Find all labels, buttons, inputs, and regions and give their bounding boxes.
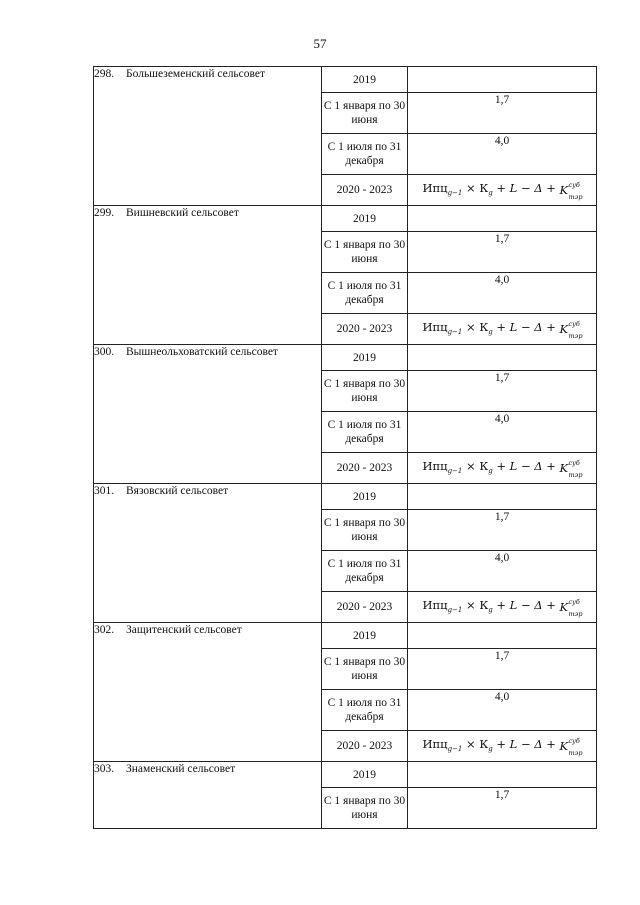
period-cell: С 1 июля по 31 декабря (322, 273, 408, 314)
formula-kterm-subscript: тэр (568, 609, 583, 618)
value-cell (408, 67, 597, 93)
table-row (94, 623, 597, 649)
settlement-number: 300. (94, 346, 115, 358)
formula-kterm-subscript: тэр (568, 470, 583, 479)
period-cell: С 1 июля по 31 декабря (322, 412, 408, 453)
formula-times: × К (462, 458, 489, 473)
year-cell: 2019 (322, 345, 408, 371)
table-row (94, 206, 597, 232)
formula-kterm-letter: K (559, 460, 569, 475)
formula-base: Ипц (422, 319, 448, 334)
settlement-name: Большеземенский сельсовет (126, 68, 266, 80)
formula-base-subscript: g−1 (447, 605, 463, 614)
formula-kterm-letter: K (559, 321, 569, 336)
value-cell: 1,7 (408, 788, 597, 829)
page-number: 57 (313, 36, 327, 51)
settlement-name: Защитенский сельсовет (126, 624, 242, 636)
value-cell: 1,7 (408, 649, 597, 690)
table-row (94, 762, 597, 788)
value-cell: 4,0 (408, 412, 597, 453)
formula-kterm (559, 736, 583, 757)
settlement-cell (94, 345, 322, 484)
formula-kterm (559, 458, 583, 479)
period-cell: С 1 января по 30 июня (322, 649, 408, 690)
year-cell: 2019 (322, 623, 408, 649)
formula-k-subscript: g (488, 188, 493, 197)
settlement-name: Вышнеольховатский сельсовет (126, 346, 278, 358)
formula-times: × К (462, 319, 489, 334)
range-cell: 2020 - 2023 (322, 731, 408, 762)
year-cell: 2019 (322, 206, 408, 232)
formula-tail: + L − Δ + (492, 180, 560, 195)
formula-k-subscript: g (488, 744, 493, 753)
settlement-number: 299. (94, 207, 115, 219)
period-cell: С 1 января по 30 июня (322, 510, 408, 551)
year-cell: 2019 (322, 484, 408, 510)
formula-cell (408, 453, 597, 484)
formula-base: Ипц (422, 597, 448, 612)
formula-kterm-superscript: суб (568, 597, 580, 606)
period-cell: С 1 января по 30 июня (322, 93, 408, 134)
period-cell: С 1 июля по 31 декабря (322, 690, 408, 731)
formula-base: Ипц (422, 180, 448, 195)
settlement-number: 303. (94, 763, 115, 775)
period-cell: С 1 января по 30 июня (322, 371, 408, 412)
period-cell: С 1 июля по 31 декабря (322, 551, 408, 592)
formula-base-subscript: g−1 (447, 744, 463, 753)
range-cell: 2020 - 2023 (322, 175, 408, 206)
settlement-number: 298. (94, 68, 115, 80)
tariff-table (93, 66, 597, 829)
settlement-cell (94, 206, 322, 345)
period-cell: С 1 января по 30 июня (322, 788, 408, 829)
value-cell: 4,0 (408, 551, 597, 592)
settlement-cell (94, 67, 322, 206)
formula-times: × К (462, 597, 489, 612)
year-cell: 2019 (322, 762, 408, 788)
formula-tail: + L − Δ + (492, 458, 560, 473)
formula-kterm-letter: K (559, 738, 569, 753)
settlement-name: Знаменский сельсовет (126, 763, 236, 775)
formula-kterm-superscript: суб (568, 458, 580, 467)
settlement-cell (94, 762, 322, 829)
value-cell: 1,7 (408, 93, 597, 134)
formula-kterm (559, 597, 583, 618)
formula-kterm (559, 180, 583, 201)
formula-tail: + L − Δ + (492, 319, 560, 334)
formula-base: Ипц (422, 736, 448, 751)
value-cell: 1,7 (408, 232, 597, 273)
range-cell: 2020 - 2023 (322, 592, 408, 623)
formula-cell (408, 314, 597, 345)
formula-k-subscript: g (488, 605, 493, 614)
formula-kterm-subscript: тэр (568, 748, 583, 757)
formula-kterm-letter: K (559, 182, 569, 197)
formula-tail: + L − Δ + (492, 736, 560, 751)
settlement-number: 302. (94, 624, 115, 636)
period-cell: С 1 января по 30 июня (322, 232, 408, 273)
table-row (94, 484, 597, 510)
year-cell: 2019 (322, 67, 408, 93)
formula-cell (408, 592, 597, 623)
formula-kterm-superscript: суб (568, 736, 580, 745)
formula-k-subscript: g (488, 327, 493, 336)
range-cell: 2020 - 2023 (322, 314, 408, 345)
settlement-name: Вязовский сельсовет (126, 485, 229, 497)
range-cell: 2020 - 2023 (322, 453, 408, 484)
formula-kterm-subscript: тэр (568, 192, 583, 201)
settlement-name: Вишневский сельсовет (126, 207, 239, 219)
formula-times: × К (462, 736, 489, 751)
value-cell (408, 623, 597, 649)
formula-base-subscript: g−1 (447, 466, 463, 475)
value-cell: 1,7 (408, 371, 597, 412)
formula-kterm-subscript: тэр (568, 331, 583, 340)
settlement-number: 301. (94, 485, 115, 497)
formula-kterm-letter: K (559, 599, 569, 614)
formula-base: Ипц (422, 458, 448, 473)
settlement-cell (94, 484, 322, 623)
value-cell: 1,7 (408, 510, 597, 551)
formula-cell (408, 175, 597, 206)
formula-base-subscript: g−1 (447, 327, 463, 336)
formula-kterm-superscript: суб (568, 180, 580, 189)
value-cell (408, 762, 597, 788)
value-cell: 4,0 (408, 690, 597, 731)
settlement-cell (94, 623, 322, 762)
value-cell (408, 206, 597, 232)
value-cell: 4,0 (408, 134, 597, 175)
formula-tail: + L − Δ + (492, 597, 560, 612)
formula-k-subscript: g (488, 466, 493, 475)
period-cell: С 1 июля по 31 декабря (322, 134, 408, 175)
formula-base-subscript: g−1 (447, 188, 463, 197)
value-cell (408, 484, 597, 510)
table-row (94, 67, 597, 93)
formula-cell (408, 731, 597, 762)
formula-times: × К (462, 180, 489, 195)
formula-kterm-superscript: суб (568, 319, 580, 328)
value-cell: 4,0 (408, 273, 597, 314)
formula-kterm (559, 319, 583, 340)
table-row (94, 345, 597, 371)
value-cell (408, 345, 597, 371)
